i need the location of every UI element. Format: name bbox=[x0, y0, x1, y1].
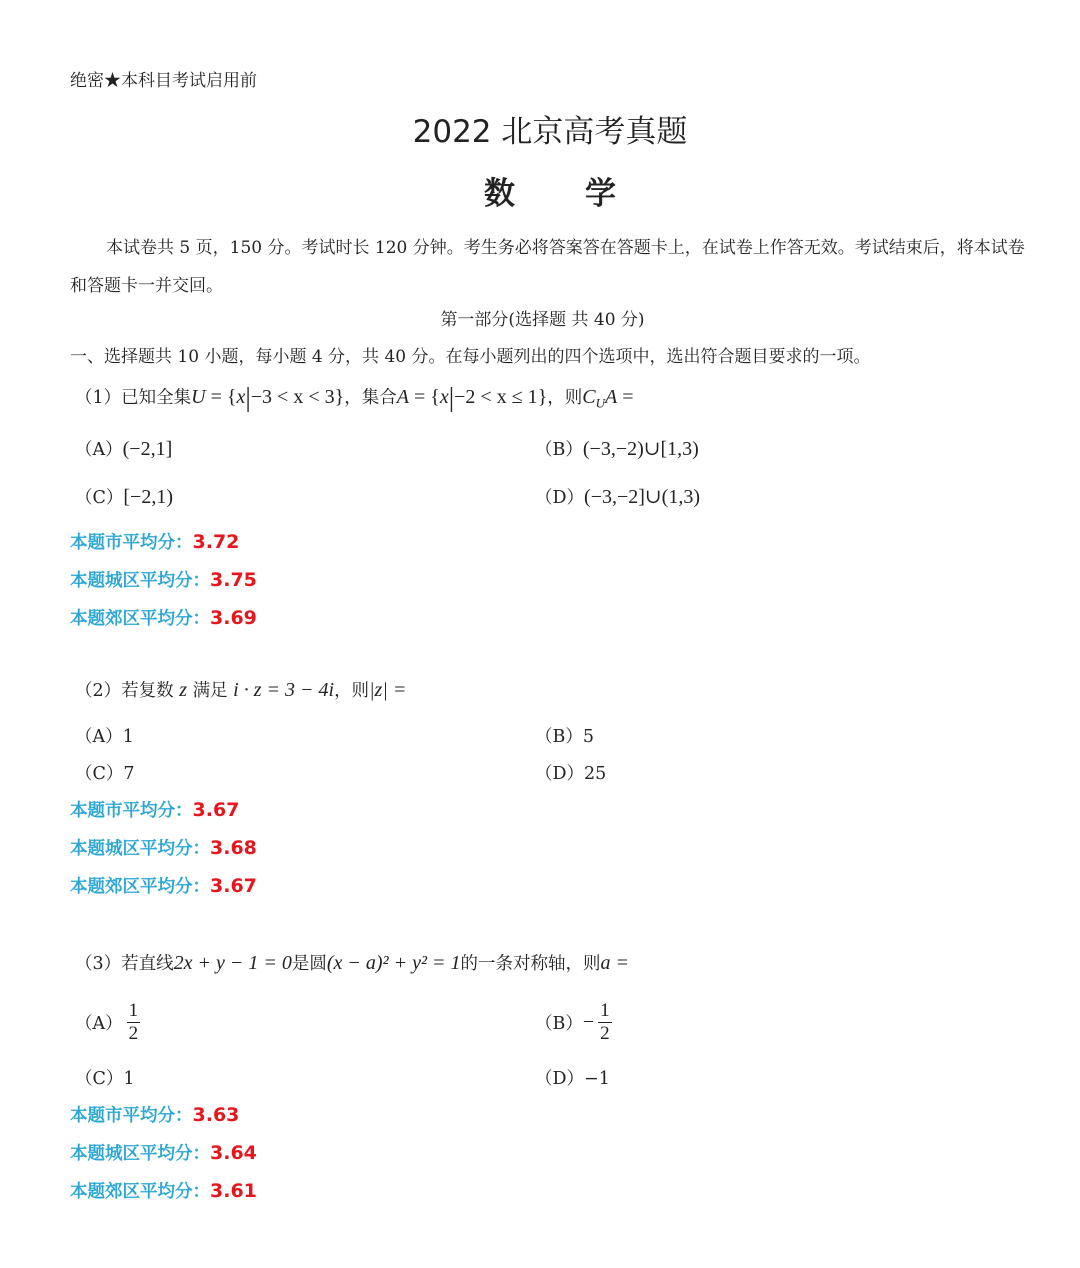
suburban-average-score bbox=[70, 1178, 257, 1203]
option-b bbox=[535, 1000, 612, 1045]
option-label: （B） bbox=[535, 440, 583, 460]
math-var: A bbox=[396, 386, 409, 408]
urban-average-score bbox=[70, 567, 257, 592]
city-average-score bbox=[70, 529, 239, 554]
option-label: （D） bbox=[535, 764, 585, 784]
option-label: （A） bbox=[75, 727, 123, 747]
option-c bbox=[75, 760, 135, 785]
stat-label: 本题城区平均分： bbox=[70, 1144, 210, 1164]
math-var: x bbox=[439, 386, 449, 408]
option-a bbox=[75, 436, 172, 461]
stat-value: 3.75 bbox=[210, 569, 257, 591]
question-number: （3） bbox=[75, 954, 122, 974]
stat-label: 本题郊区平均分： bbox=[70, 609, 210, 629]
urban-average-score bbox=[70, 835, 257, 860]
option-b bbox=[535, 723, 594, 748]
option-label: （C） bbox=[75, 764, 124, 784]
math-var: z bbox=[179, 679, 188, 701]
stat-value: 3.64 bbox=[210, 1142, 257, 1164]
subject-title: 数学 bbox=[484, 176, 686, 212]
option-label: （A） bbox=[75, 1014, 123, 1034]
confidential-notice: 绝密★本科目考试启用前 bbox=[70, 71, 257, 91]
option-d bbox=[535, 760, 606, 785]
option-d bbox=[535, 1065, 610, 1090]
math-var: x bbox=[236, 386, 246, 408]
option-text: 5 bbox=[582, 727, 595, 747]
option-text: (−2,1] bbox=[122, 438, 173, 460]
question-text: ，则 bbox=[547, 388, 583, 408]
math-var: C bbox=[582, 386, 596, 408]
option-a bbox=[75, 1000, 140, 1045]
option-label: （A） bbox=[75, 440, 123, 460]
math-expression: 2x + y − 1 = 0 bbox=[173, 952, 292, 974]
stat-value: 3.61 bbox=[210, 1180, 257, 1202]
option-text: (−3,−2)∪[1,3) bbox=[582, 438, 699, 460]
math-symbol: | bbox=[245, 382, 251, 412]
fraction-denominator: 2 bbox=[128, 1023, 139, 1044]
question-text: ，集合 bbox=[344, 388, 397, 408]
math-expression: i · z = 3 − 4i bbox=[233, 679, 335, 701]
option-text: 1 bbox=[123, 1069, 135, 1089]
question-2 bbox=[75, 677, 406, 702]
math-symbol: } bbox=[537, 386, 548, 408]
option-text: 7 bbox=[123, 764, 135, 784]
stat-value: 3.67 bbox=[210, 875, 257, 897]
option-label: （D） bbox=[535, 488, 585, 508]
question-text: ，则 bbox=[334, 681, 370, 701]
option-d bbox=[535, 484, 700, 509]
question-1 bbox=[75, 382, 634, 413]
math-var: A bbox=[605, 386, 618, 408]
section-heading: 一、选择题共 10 小题，每小题 4 分，共 40 分。在每小题列出的四个选项中，选出符合题目要求的一项。 bbox=[70, 347, 871, 367]
option-text: −1 bbox=[584, 1069, 610, 1089]
option-b bbox=[535, 436, 699, 461]
option-c bbox=[75, 1065, 135, 1090]
fraction-numerator: 1 bbox=[600, 1000, 610, 1021]
option-label: （B） bbox=[535, 1014, 583, 1034]
urban-average-score bbox=[70, 1140, 257, 1165]
math-symbol: = { bbox=[205, 386, 237, 408]
stat-label: 本题城区平均分： bbox=[70, 839, 210, 859]
question-text: 已知全集 bbox=[121, 388, 192, 408]
math-symbol: = bbox=[617, 386, 634, 408]
question-3 bbox=[75, 950, 629, 975]
exam-instructions: 本试卷共 5 页，150 分。考试时长 120 分钟。考生务必将答案答在答题卡上，在试卷上作答无效。考试结束后，将本试卷和答题卡一并交回。 bbox=[70, 238, 1025, 296]
math-expression: |z| = bbox=[369, 679, 407, 701]
option-label: （C） bbox=[75, 1069, 124, 1089]
math-symbol: } bbox=[334, 386, 345, 408]
part-heading: 第一部分(选择题 共 40 分) bbox=[440, 310, 645, 330]
option-a bbox=[75, 723, 134, 748]
math-expression: (x − a)² + y² = 1 bbox=[326, 952, 461, 974]
option-text: 1 bbox=[122, 727, 134, 747]
stat-label: 本题城区平均分： bbox=[70, 571, 210, 591]
math-condition: −3 < x < 3 bbox=[250, 386, 335, 408]
fraction-denominator: 2 bbox=[600, 1023, 610, 1044]
stat-value: 3.72 bbox=[192, 531, 240, 553]
stat-label: 本题郊区平均分： bbox=[70, 877, 210, 897]
question-text: 若直线 bbox=[121, 954, 174, 974]
fraction-numerator: 1 bbox=[128, 1000, 139, 1021]
fraction bbox=[598, 1000, 612, 1045]
question-number: （1） bbox=[75, 388, 122, 408]
city-average-score bbox=[70, 1102, 239, 1127]
stat-label: 本题市平均分： bbox=[70, 1106, 193, 1126]
math-var: U bbox=[191, 386, 206, 408]
option-text: [−2,1) bbox=[123, 486, 173, 508]
option-label: （C） bbox=[75, 488, 124, 508]
suburban-average-score bbox=[70, 605, 257, 630]
suburban-average-score bbox=[70, 873, 257, 898]
question-text: 若复数 bbox=[121, 681, 174, 701]
question-text: 是圆 bbox=[291, 954, 327, 974]
option-sign: − bbox=[582, 1011, 595, 1033]
stat-label: 本题市平均分： bbox=[70, 801, 193, 821]
fraction bbox=[127, 1000, 141, 1045]
stat-label: 本题市平均分： bbox=[70, 533, 193, 553]
stat-value: 3.69 bbox=[210, 607, 257, 629]
math-symbol: = { bbox=[408, 386, 440, 408]
math-expression: a = bbox=[600, 952, 629, 974]
math-condition: −2 < x ≤ 1 bbox=[454, 386, 538, 408]
stat-value: 3.67 bbox=[192, 799, 240, 821]
option-label: （B） bbox=[535, 727, 583, 747]
question-text: 的一条对称轴，则 bbox=[460, 954, 601, 974]
question-text: 满足 bbox=[192, 681, 228, 701]
option-text: 25 bbox=[584, 764, 607, 784]
option-c bbox=[75, 484, 173, 509]
option-label: （D） bbox=[535, 1069, 585, 1089]
math-symbol: | bbox=[448, 382, 455, 412]
city-average-score bbox=[70, 797, 239, 822]
math-subscript: U bbox=[595, 395, 606, 411]
question-number: （2） bbox=[75, 681, 122, 701]
option-text: (−3,−2]∪(1,3) bbox=[584, 486, 700, 508]
stat-value: 3.68 bbox=[210, 837, 257, 859]
stat-value: 3.63 bbox=[192, 1104, 240, 1126]
page-title: 2022 北京高考真题 bbox=[412, 114, 688, 150]
stat-label: 本题郊区平均分： bbox=[70, 1182, 210, 1202]
